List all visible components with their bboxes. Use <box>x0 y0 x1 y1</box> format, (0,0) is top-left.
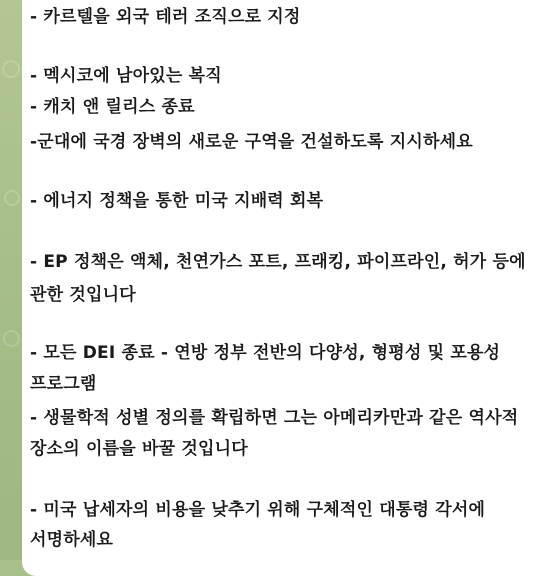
message-line: 서명하세요 <box>30 530 114 550</box>
background-doodle <box>4 190 20 206</box>
message-line: - 카르텔을 외국 테러 조직으로 지정 <box>30 7 301 27</box>
message-line: - 생물학적 성별 정의를 확립하면 그는 아메리카만과 같은 역사적 <box>30 408 519 428</box>
message-line: 프로그램 <box>30 374 97 394</box>
background-doodle <box>2 60 20 78</box>
message-line: - 캐치 앤 릴리스 종료 <box>30 97 195 117</box>
message-line: 장소의 이름을 바꿀 것입니다 <box>30 439 248 459</box>
background-doodle <box>3 330 20 347</box>
message-line: 관한 것입니다 <box>30 285 136 305</box>
message-line: - 미국 납세자의 비용을 낮추기 위해 구체적인 대통령 각서에 <box>30 500 486 520</box>
message-line: - 에너지 정책을 통한 미국 지배력 회복 <box>30 191 324 211</box>
message-line: -군대에 국경 장벽의 새로운 구역을 건설하도록 지시하세요 <box>30 132 473 152</box>
message-line: - EP 정책은 액체, 천연가스 포트, 프래킹, 파이프라인, 허가 등에 <box>30 252 526 272</box>
message-line: - 멕시코에 남아있는 복직 <box>30 66 222 86</box>
message-line: - 모든 DEI 종료 - 연방 정부 전반의 다양성, 형평성 및 포용성 <box>30 343 501 363</box>
